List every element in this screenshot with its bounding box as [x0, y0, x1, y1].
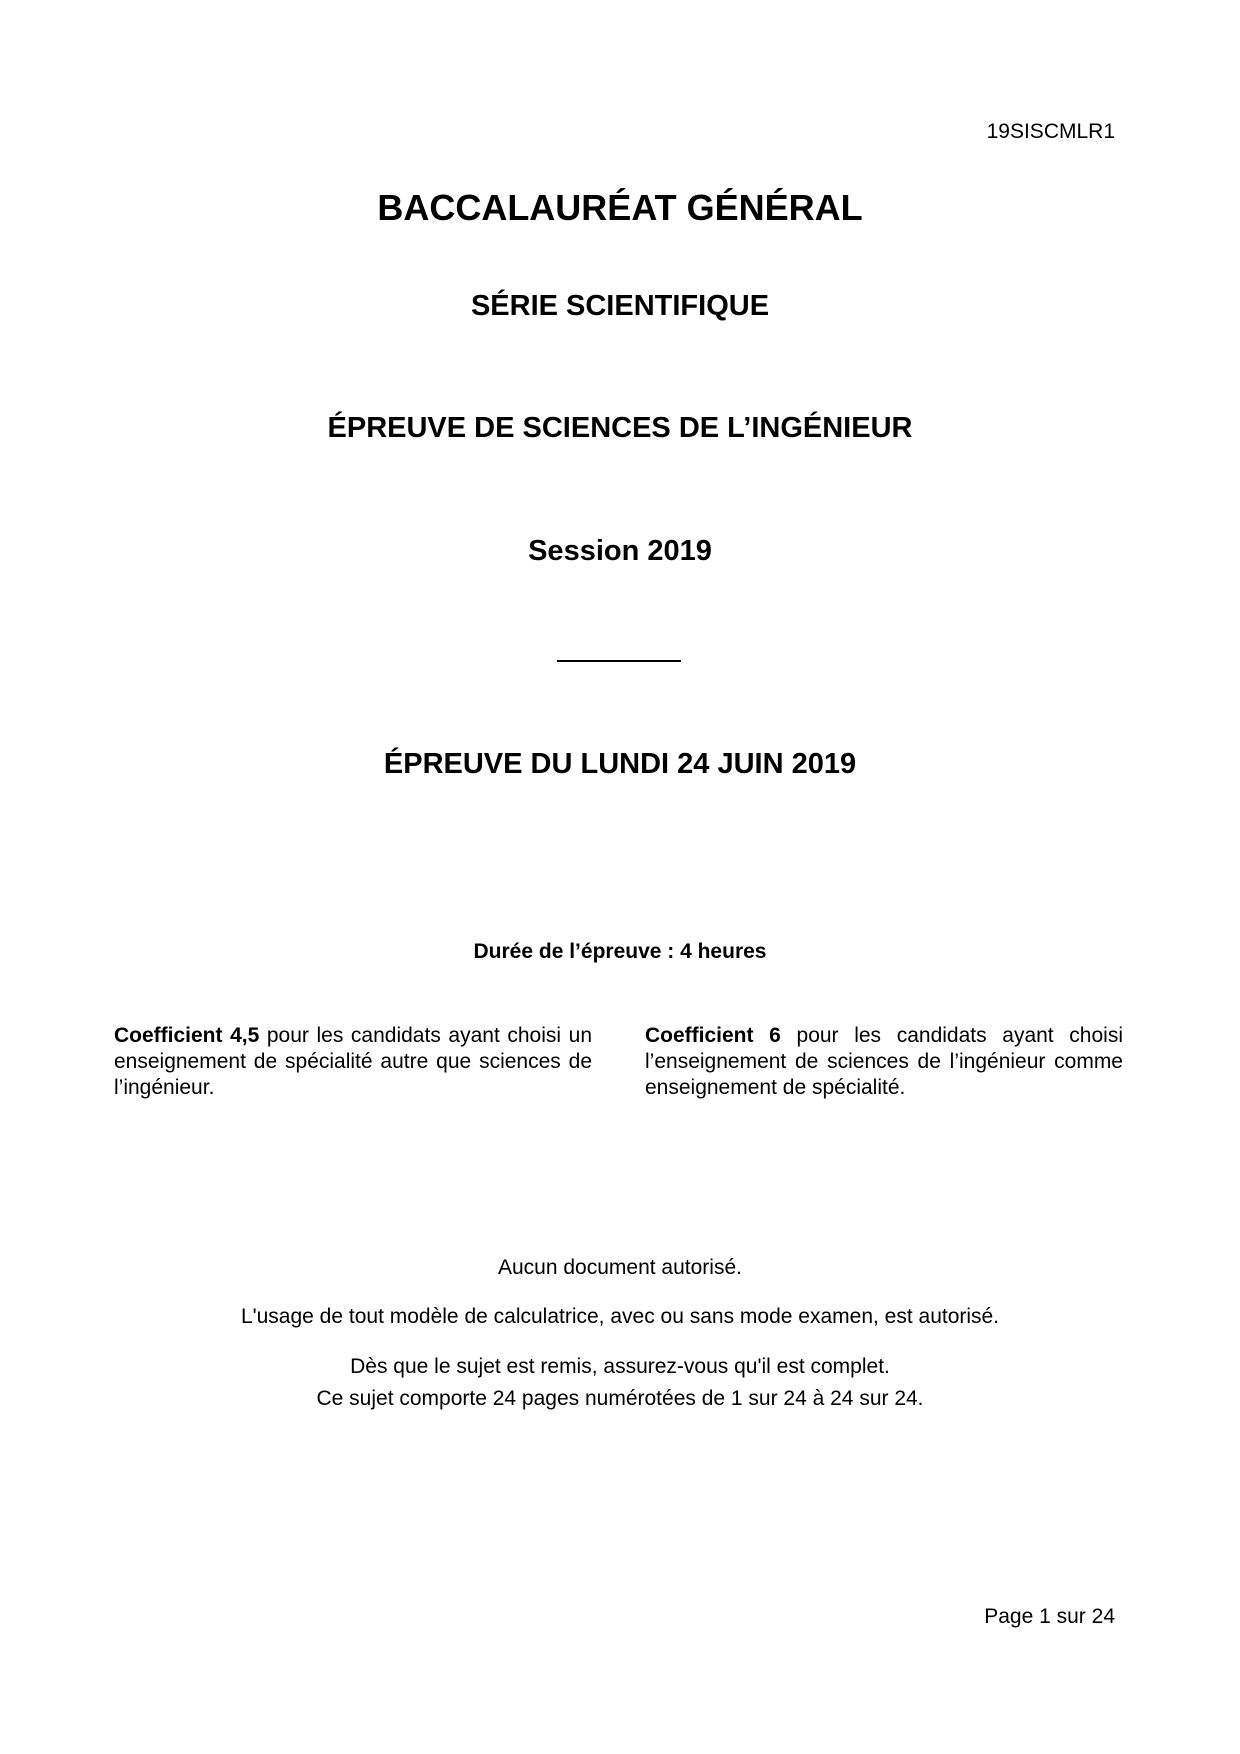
document-code: 19SISCMLR1 [986, 120, 1115, 143]
exam-date: ÉPREUVE DU LUNDI 24 JUIN 2019 [383, 748, 857, 780]
coefficient-left-label: Coefficient 4,5 [114, 1024, 260, 1047]
exam-session: Session 2019 [528, 535, 712, 567]
coefficient-right [645, 1023, 1123, 1101]
note-check-complete: Dès que le sujet est remis, assurez-vous qu'il est complet. [350, 1355, 890, 1378]
note-page-count: Ce sujet comporte 24 pages numérotées de 1 sur 24 à 24 sur 24. [316, 1387, 924, 1410]
note-calculator: L'usage de tout modèle de calculatrice, avec ou sans mode examen, est autorisé. [240, 1305, 1000, 1328]
exam-series: SÉRIE SCIENTIFIQUE [470, 290, 770, 322]
coefficient-left-text: pour les candidats ayant choisi un enseignement de spécialité autre que sciences de l’ingénieur. [114, 1024, 592, 1099]
exam-title: BACCALAURÉAT GÉNÉRAL [377, 187, 863, 228]
divider [557, 660, 681, 662]
coefficient-left [114, 1023, 592, 1101]
coefficient-right-label: Coefficient 6 [645, 1024, 781, 1047]
page-number: Page 1 sur 24 [984, 1605, 1115, 1628]
note-no-document: Aucun document autorisé. [498, 1256, 742, 1279]
coefficient-right-text: pour les candidats ayant choisi l’enseignement de sciences de l’ingénieur comme enseignement de spécialité. [645, 1024, 1123, 1099]
exam-duration: Durée de l’épreuve : 4 heures [473, 940, 767, 963]
exam-subject: ÉPREUVE DE SCIENCES DE L’INGÉNIEUR [327, 412, 913, 444]
